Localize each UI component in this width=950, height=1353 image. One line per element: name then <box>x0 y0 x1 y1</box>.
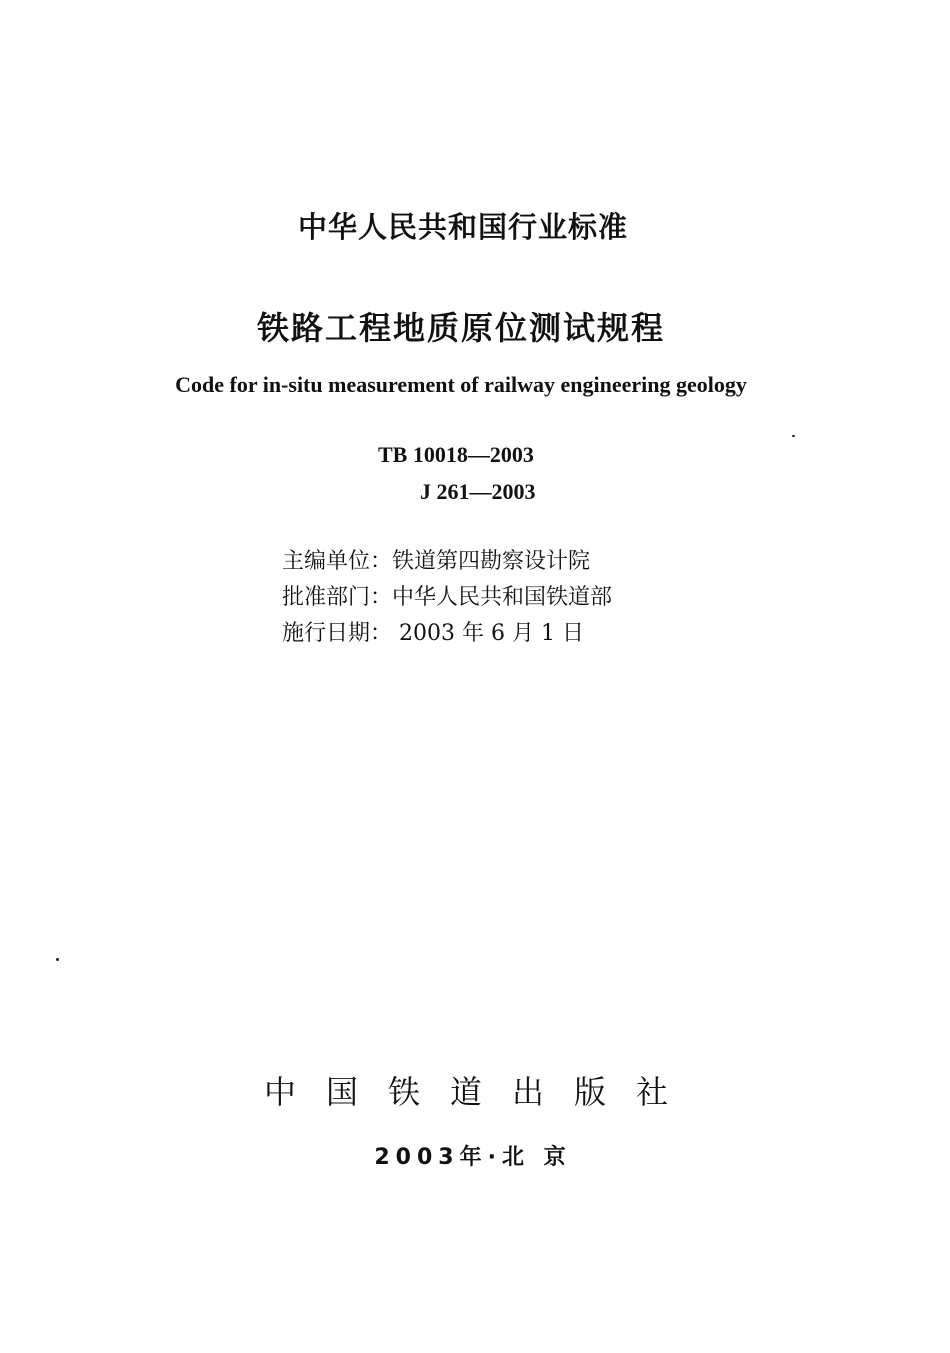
scan-speck <box>56 958 59 961</box>
publication-date-place: 2003年·北 京 <box>374 1145 572 1170</box>
document-title-english: Code for in-situ measurement of railway engineering geology <box>175 372 747 397</box>
effective-date: 施行日期： 2003 年 6 月 1 日 <box>282 621 584 646</box>
standard-type-heading: 中华人民共和国行业标准 <box>297 210 628 244</box>
scan-speck <box>792 435 795 437</box>
approval-department: 批准部门：中华人民共和国铁道部 <box>282 585 613 610</box>
standard-code-j: J 261—2003 <box>420 479 536 504</box>
publisher-name: 中国铁道出版社 <box>263 1073 698 1111</box>
chief-editor-unit: 主编单位：铁道第四勘察设计院 <box>282 549 591 574</box>
standard-code-tb: TB 10018—2003 <box>378 442 534 467</box>
document-title-chinese: 铁路工程地质原位测试规程 <box>256 309 665 347</box>
